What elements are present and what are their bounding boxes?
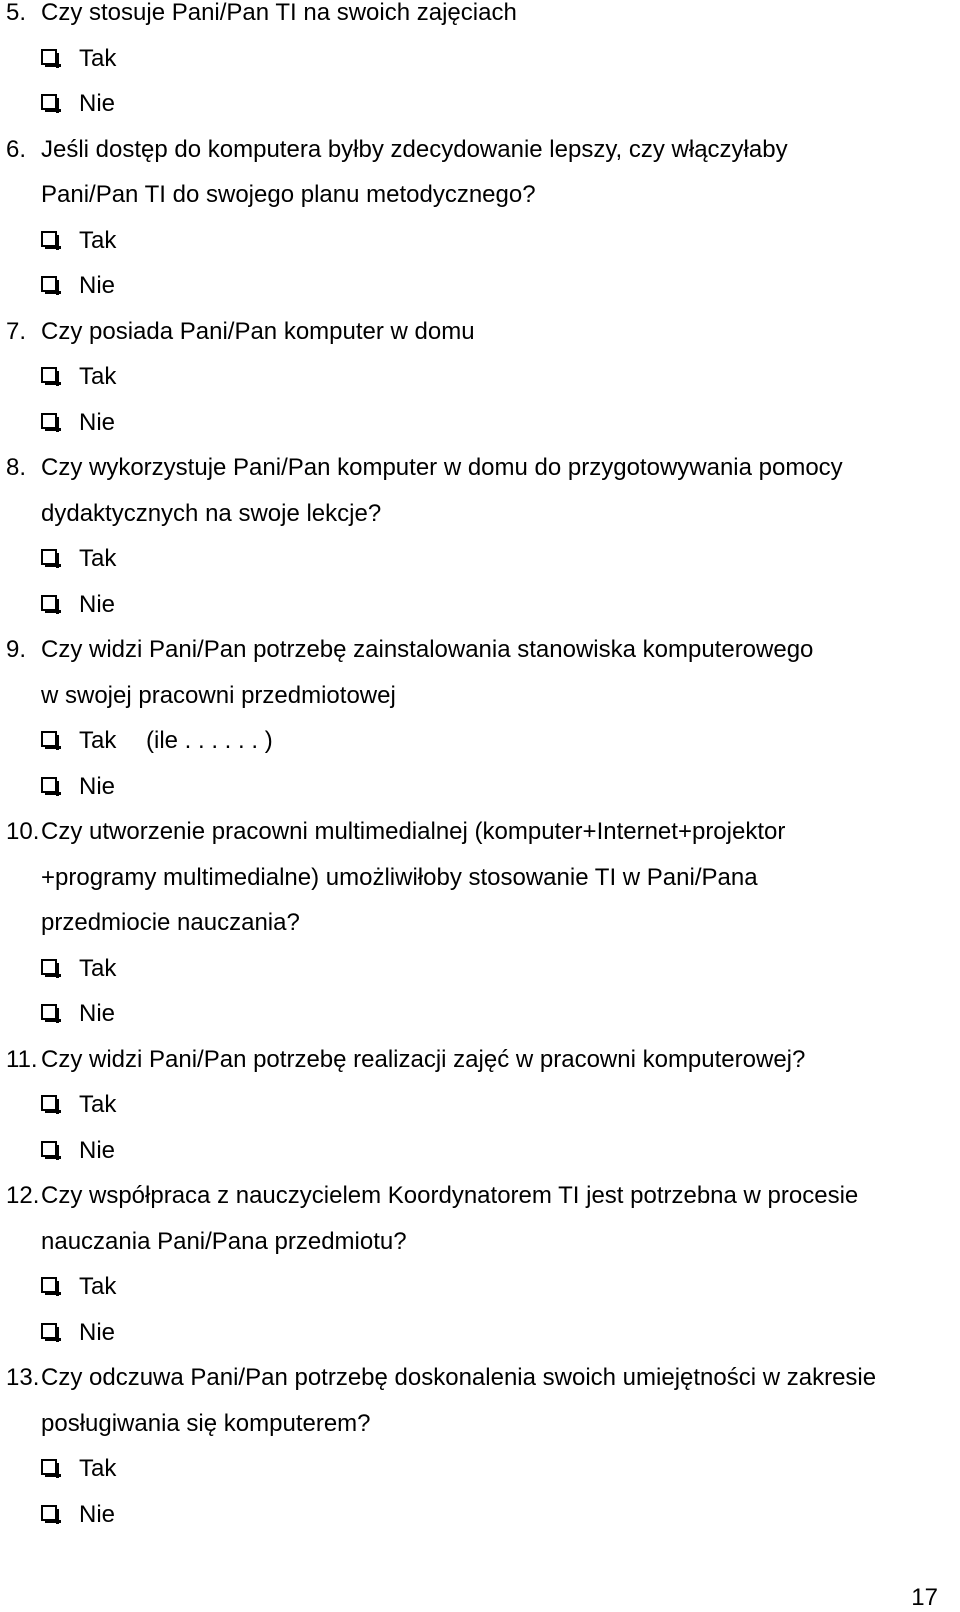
option-label: Tak bbox=[79, 363, 117, 390]
question-block bbox=[0, 127, 960, 309]
checkbox-icon[interactable] bbox=[41, 1459, 57, 1475]
checkbox-icon[interactable] bbox=[41, 413, 57, 429]
question-line bbox=[0, 0, 960, 36]
question-line bbox=[0, 809, 960, 855]
checkbox-icon[interactable] bbox=[41, 367, 57, 383]
checkbox-icon[interactable] bbox=[41, 1505, 57, 1521]
checkbox-icon[interactable] bbox=[41, 231, 57, 247]
question-line bbox=[0, 1037, 960, 1083]
question-text: Czy stosuje Pani/Pan TI na swoich zajęciach bbox=[41, 0, 517, 26]
question-line bbox=[0, 627, 960, 673]
answer-option[interactable] bbox=[0, 536, 960, 582]
checkbox-icon[interactable] bbox=[41, 1277, 57, 1293]
option-label: Nie bbox=[79, 1500, 116, 1528]
question-line bbox=[0, 673, 960, 719]
checkbox-icon[interactable] bbox=[41, 595, 57, 611]
question-line bbox=[0, 127, 960, 173]
option-label: Nie bbox=[79, 408, 116, 436]
question-block bbox=[0, 309, 960, 446]
answer-option[interactable] bbox=[0, 263, 960, 309]
checkbox-icon[interactable] bbox=[41, 49, 57, 65]
option-label: Tak bbox=[79, 226, 117, 254]
checkbox-icon[interactable] bbox=[41, 94, 57, 110]
answer-option[interactable] bbox=[0, 1310, 960, 1356]
answer-option[interactable] bbox=[0, 991, 960, 1037]
question-text: dydaktycznych na swoje lekcje? bbox=[41, 499, 382, 527]
question-number: 5. bbox=[6, 0, 27, 26]
option-label: Nie bbox=[79, 1318, 116, 1346]
answer-option[interactable] bbox=[0, 36, 960, 82]
question-text: Czy utworzenie pracowni multimedialnej (komputer+Internet+projektor bbox=[41, 818, 786, 845]
question-text: Czy wykorzystuje Pani/Pan komputer w domu do przygotowywania pomocy bbox=[41, 454, 843, 481]
question-number: 8. bbox=[6, 454, 27, 481]
option-label: Tak bbox=[79, 1455, 117, 1482]
answer-option[interactable] bbox=[0, 1128, 960, 1174]
question-block bbox=[0, 1355, 960, 1537]
answer-option[interactable] bbox=[0, 354, 960, 400]
question-line bbox=[0, 1355, 960, 1401]
option-label: Nie bbox=[79, 772, 116, 800]
question-text: Czy posiada Pani/Pan komputer w domu bbox=[41, 317, 475, 345]
question-block bbox=[0, 809, 960, 1037]
answer-option[interactable] bbox=[0, 764, 960, 810]
answer-option[interactable] bbox=[0, 1264, 960, 1310]
question-line bbox=[0, 491, 960, 537]
question-line bbox=[0, 172, 960, 218]
question-number: 13. bbox=[6, 1364, 40, 1391]
question-line bbox=[0, 900, 960, 946]
question-number: 12. bbox=[6, 1182, 40, 1209]
option-label: Nie bbox=[79, 590, 116, 618]
answer-option[interactable] bbox=[0, 582, 960, 628]
checkbox-icon[interactable] bbox=[41, 1095, 57, 1111]
question-block bbox=[0, 1037, 960, 1174]
question-line bbox=[0, 309, 960, 355]
question-line bbox=[0, 445, 960, 491]
option-label: Nie bbox=[79, 90, 116, 117]
question-text: Czy widzi Pani/Pan potrzebę realizacji zajęć w pracowni komputerowej? bbox=[41, 1045, 806, 1073]
question-block bbox=[0, 445, 960, 627]
answer-option[interactable] bbox=[0, 81, 960, 127]
question-text: w swojej pracowni przedmiotowej bbox=[41, 681, 396, 709]
checkbox-icon[interactable] bbox=[41, 1141, 57, 1157]
option-label: Tak bbox=[79, 727, 117, 754]
question-number: 10. bbox=[6, 818, 40, 845]
question-block bbox=[0, 627, 960, 809]
option-label: Nie bbox=[79, 1136, 116, 1164]
option-label: Nie bbox=[79, 1000, 116, 1027]
question-line bbox=[0, 1173, 960, 1219]
checkbox-icon[interactable] bbox=[41, 959, 57, 975]
checkbox-icon[interactable] bbox=[41, 731, 57, 747]
question-number: 9. bbox=[6, 636, 27, 663]
question-line bbox=[0, 1401, 960, 1447]
answer-option[interactable] bbox=[0, 1492, 960, 1538]
question-number: 6. bbox=[6, 135, 27, 163]
question-text: Czy widzi Pani/Pan potrzebę zainstalowania stanowiska komputerowego bbox=[41, 636, 814, 663]
question-block bbox=[0, 1173, 960, 1355]
question-text: przedmiocie nauczania? bbox=[41, 909, 300, 936]
option-extra-text: (ile . . . . . . ) bbox=[146, 727, 273, 754]
answer-option[interactable] bbox=[0, 718, 960, 764]
question-number: 7. bbox=[6, 317, 27, 345]
question-text: Czy odczuwa Pani/Pan potrzebę doskonalenia swoich umiejętności w zakresie bbox=[41, 1364, 877, 1391]
question-text: Czy współpraca z nauczycielem Koordynatorem TI jest potrzebna w procesie bbox=[41, 1182, 859, 1209]
option-label: Tak bbox=[79, 44, 117, 72]
question-text: Jeśli dostęp do komputera byłby zdecydowanie lepszy, czy włączyłaby bbox=[41, 135, 788, 163]
checkbox-icon[interactable] bbox=[41, 549, 57, 565]
option-label: Tak bbox=[79, 1273, 117, 1300]
checkbox-icon[interactable] bbox=[41, 1004, 57, 1020]
question-line bbox=[0, 1219, 960, 1265]
option-label: Tak bbox=[79, 954, 117, 982]
option-label: Tak bbox=[79, 545, 117, 572]
question-text: posługiwania się komputerem? bbox=[41, 1409, 371, 1437]
checkbox-icon[interactable] bbox=[41, 276, 57, 292]
question-line bbox=[0, 855, 960, 901]
question-block bbox=[0, 0, 960, 127]
answer-option[interactable] bbox=[0, 218, 960, 264]
answer-option[interactable] bbox=[0, 946, 960, 992]
option-label: Nie bbox=[79, 272, 116, 299]
option-label: Tak bbox=[79, 1091, 117, 1118]
question-text: nauczania Pani/Pana przedmiotu? bbox=[41, 1227, 407, 1255]
page-number: 17 bbox=[911, 1584, 938, 1611]
question-text: Pani/Pan TI do swojego planu metodycznego? bbox=[41, 181, 536, 208]
answer-option[interactable] bbox=[0, 1446, 960, 1492]
answer-option[interactable] bbox=[0, 400, 960, 446]
checkbox-icon[interactable] bbox=[41, 777, 57, 793]
checkbox-icon[interactable] bbox=[41, 1323, 57, 1339]
answer-option[interactable] bbox=[0, 1082, 960, 1128]
question-number: 11. bbox=[6, 1045, 38, 1073]
question-text: +programy multimedialne) umożliwiłoby stosowanie TI w Pani/Pana bbox=[41, 863, 758, 891]
